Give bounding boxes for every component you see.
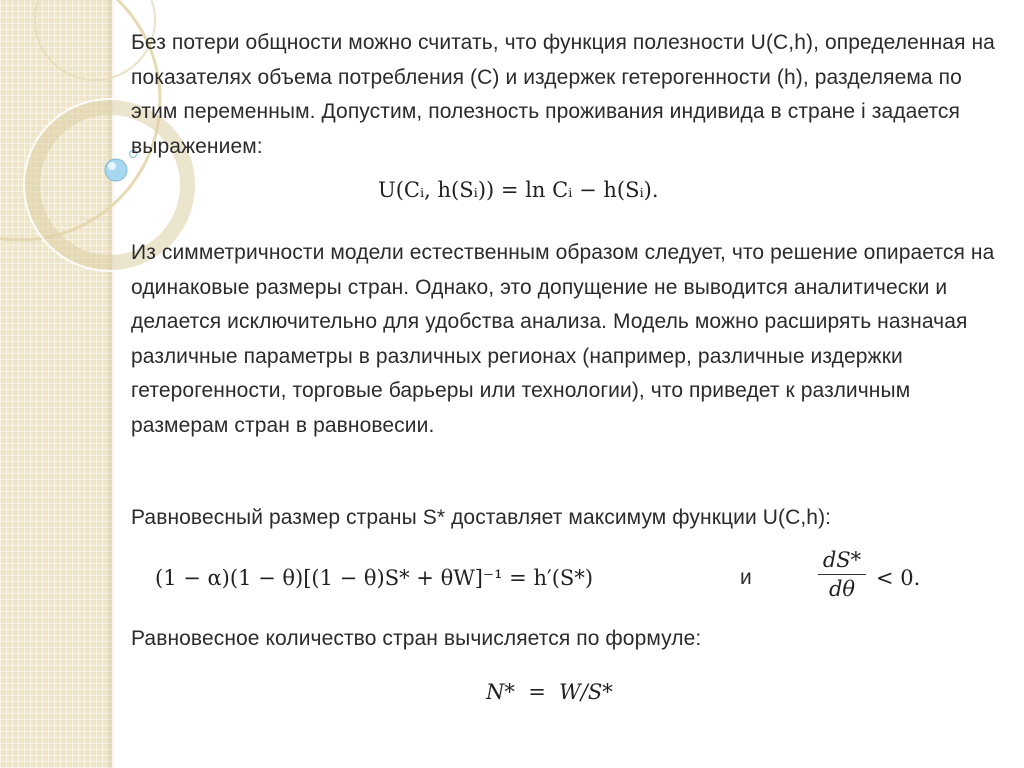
equilibrium-condition-formula: (1 − α)(1 − θ)[(1 − θ)S* + θW]⁻¹ = h′(S*) <box>155 566 594 590</box>
conjunction-and: и <box>740 566 752 589</box>
bead-dot <box>105 159 127 181</box>
equilibrium-paragraph: Равновесный размер страны S* доставляет максимум функции U(C,h): <box>131 506 832 529</box>
bead-highlight <box>108 162 116 170</box>
intro-paragraph: Без потери общности можно считать, что функция полезности U(C,h), определенная на показателях объема потребления (C) и издержек гетерогенности (h), разделяема по этим переменным. Допустим, полезность проживания индивида в стране i задается выражением: <box>131 31 995 158</box>
count-paragraph: Равновесное количество стран вычисляется по формуле: <box>131 627 702 650</box>
derivative-fraction <box>818 548 866 601</box>
derivative-numerator: dS* <box>818 548 866 575</box>
countries-formula: N* = W/S* <box>486 680 613 704</box>
utility-formula: U(Cᵢ, h(Sᵢ)) = ln Cᵢ − h(Sᵢ). <box>378 178 659 202</box>
derivative-inequality: < 0. <box>876 566 921 590</box>
symmetry-paragraph: Из симметричности модели естественным образом следует, что решение опирается на одинаковые размеры стран. Однако, это допущение не выводится аналитически и делается исключительно для удобства анализа. Модель можно расширять назначая различные параметры в различных регионах (например, различные издержки гетерогенности, торговые барьеры или технологии), что приведет к различным размерам стран в равновесии. <box>131 241 995 437</box>
derivative-denominator: dθ <box>828 577 856 601</box>
